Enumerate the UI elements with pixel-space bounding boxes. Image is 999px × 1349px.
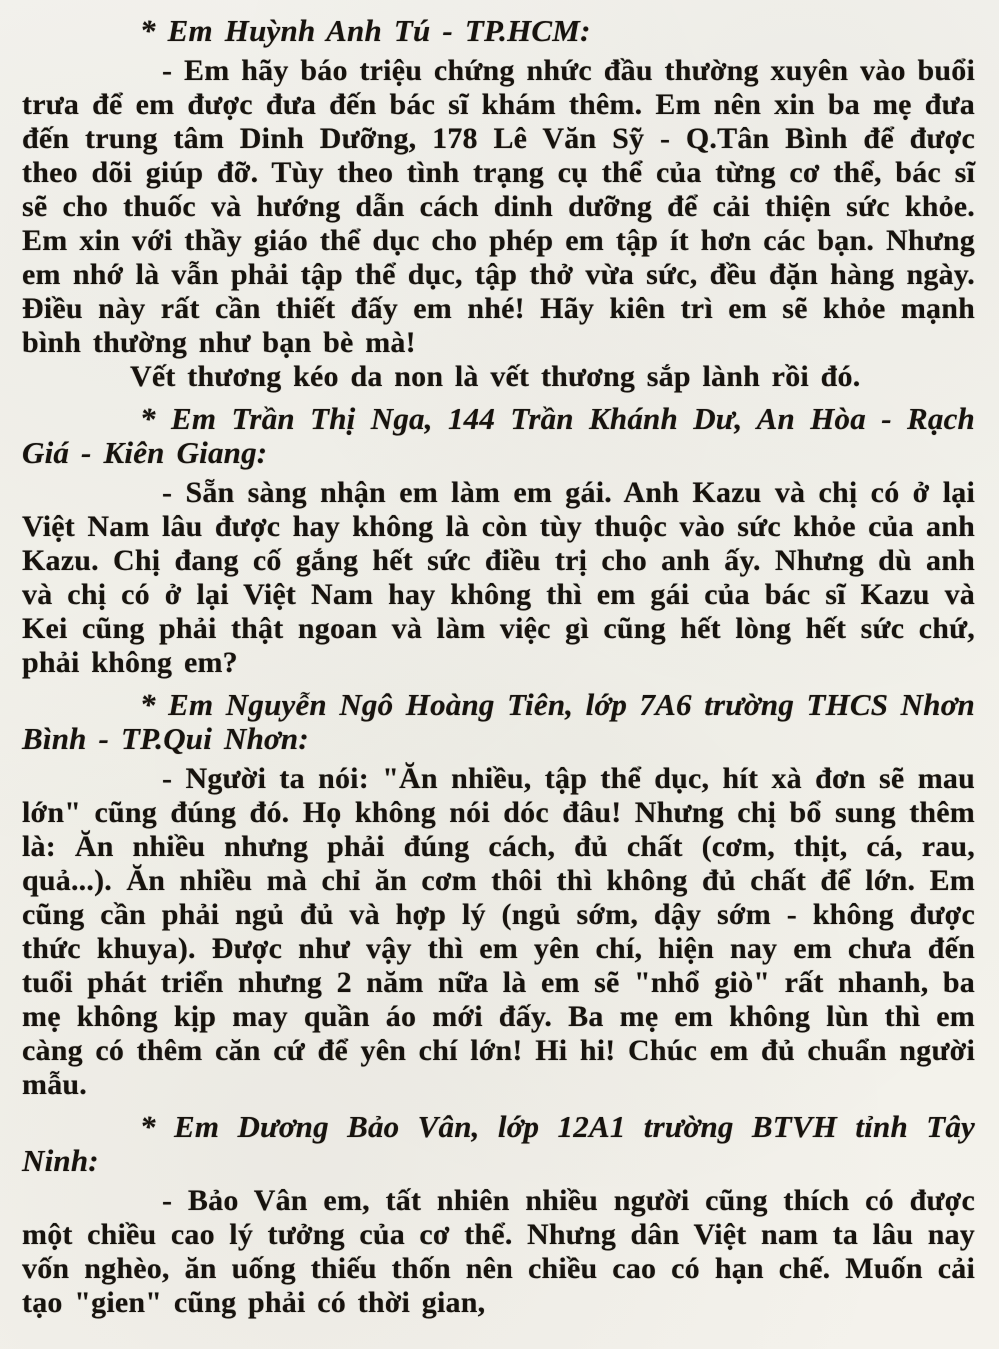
reply-paragraph: - Sẵn sàng nhận em làm em gái. Anh Kazu và chị có ở lại Việt Nam lâu được hay không là còn tùy thuộc vào sức khỏe của anh Kazu. Chị đang cố gắng hết sức điều trị cho anh ấy. Nhưng dù anh và chị có ở lại Việt Nam hay không thì em gái của bác sĩ Kazu và Kei cũng phải thật ngoan và làm việc gì cũng hết lòng hết sức chứ, phải không em? (22, 476, 975, 679)
reply-paragraph: - Em hãy báo triệu chứng nhức đầu thường xuyên vào buổi trưa để em được đưa đến bác sĩ khám thêm. Em nên xin ba mẹ đưa đến trung tâm Dinh Dưỡng, 178 Lê Văn Sỹ - Q.Tân Bình để được theo dõi giúp đỡ. Tùy theo tình trạng cụ thể của từng cơ thể, bác sĩ sẽ cho thuốc và hướng dẫn cách dinh dưỡng để cải thiện sức khỏe. Em xin với thầy giáo thể dục cho phép em tập ít hơn các bạn. Nhưng em nhớ là vẫn phải tập thể dục, tập thở vừa sức, đều đặn hàng ngày. Điều này rất cần thiết đấy em nhé! Hãy kiên trì em sẽ khỏe mạnh bình thường như bạn bè mà! (22, 54, 975, 359)
qa-section-tran-thi-nga (22, 402, 975, 680)
reader-letter-heading: * Em Nguyễn Ngô Hoàng Tiên, lớp 7A6 trường THCS Nhơn Bình - TP.Qui Nhơn: (22, 687, 975, 756)
qa-section-huynh-anh-tu (22, 14, 975, 394)
qa-section-nguyen-ngo-hoang-tien (22, 688, 975, 1102)
reader-letter-heading: * Em Huỳnh Anh Tú - TP.HCM: (140, 13, 591, 48)
reply-note-paragraph: Vết thương kéo da non là vết thương sắp lành rồi đó. (130, 360, 861, 393)
reply-paragraph: - Người ta nói: "Ăn nhiều, tập thể dục, hít xà đơn sẽ mau lớn" cũng đúng đó. Họ không nói dóc đâu! Nhưng chị bổ sung thêm là: Ăn nhiều nhưng phải đúng cách, đủ chất (cơm, thịt, cá, rau, quả...). Ăn nhiều mà chỉ ăn cơm thôi thì không đủ chất để lớn. Em cũng cần phải ngủ đủ và hợp lý (ngủ sớm, dậy sớm - không được thức khuya). Được như vậy thì em yên chí, hiện nay em chưa đến tuổi phát triển nhưng 2 năm nữa là em sẽ "nhổ giò" rất nhanh, ba mẹ không kịp may quần áo mới đấy. Ba mẹ em không lùn thì em càng có thêm căn cứ để yên chí lớn! Hi hi! Chúc em đủ chuẩn người mẫu. (22, 762, 975, 1101)
qa-section-duong-bao-van (22, 1110, 975, 1320)
reader-letter-heading: * Em Trần Thị Nga, 144 Trần Khánh Dư, An Hòa - Rạch Giá - Kiên Giang: (22, 401, 975, 470)
reply-paragraph: - Bảo Vân em, tất nhiên nhiều người cũng thích có được một chiều cao lý tưởng của cơ thể. Nhưng dân Việt nam ta lâu nay vốn nghèo, ăn uống thiếu thốn nên chiều cao có hạn chế. Muốn cải tạo "gien" cũng phải có thời gian, (22, 1184, 975, 1319)
reader-letter-heading: * Em Dương Bảo Vân, lớp 12A1 trường BTVH tỉnh Tây Ninh: (22, 1109, 975, 1178)
